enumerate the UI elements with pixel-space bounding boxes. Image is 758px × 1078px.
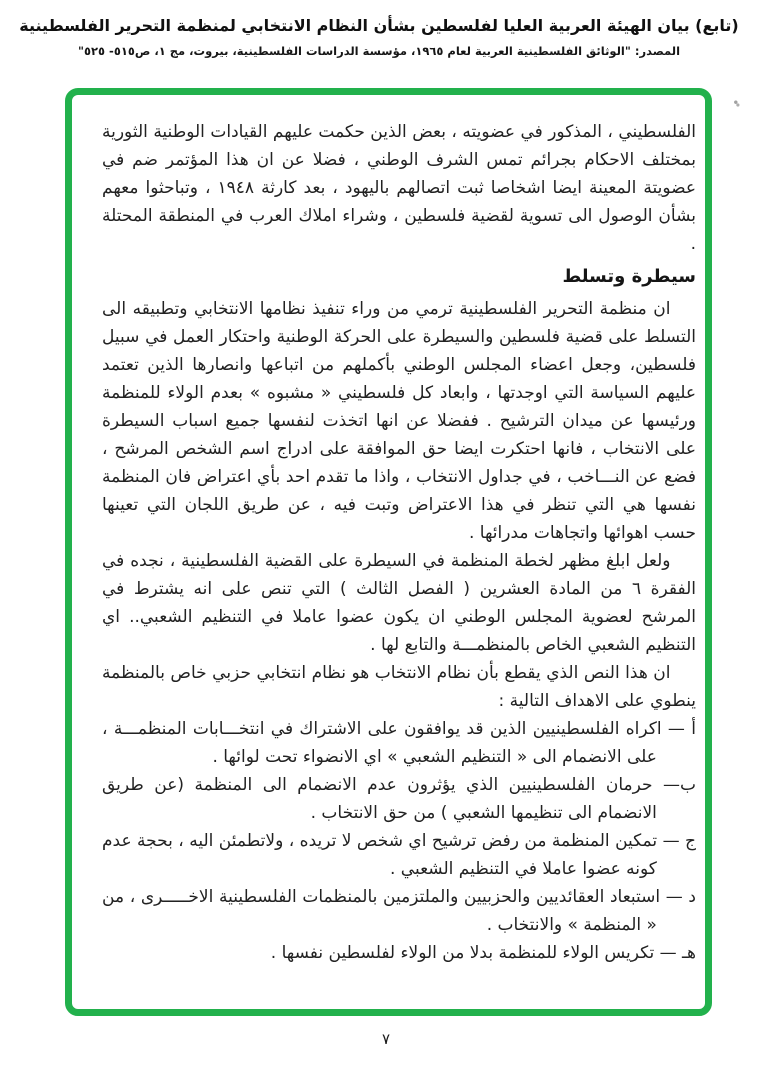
section-heading: سيطرة وتسلط: [562, 266, 696, 287]
paragraph: الفلسطيني ، المذكور في عضويته ، بعض الذين حكمت عليهم القيادات الوطنية الثورية بمختلف الاحكام بجرائم تمس الشرف الوطني ، فضلا عن ان هذا المؤتمر ضم في عضويتة المعينة ايضا اشخاصا ثبت اتصالهم باليهود ، بعد كارثة ١٩٤٨ ، وتباحثوا معهم بشأن الوصول الى تسوية لقضية فلسطين ، وشراء املاك العرب في المنطقة المحتلة .: [102, 122, 696, 254]
paragraph: ولعل ابلغ مظهر لخطة المنظمة في السيطرة على القضية الفلسطينية ، نجده في الفقرة ٦ من المادة العشرين ( الفصل الثالث ) التي تنص على انه يشترط في المرشح لعضوية المجلس الوطني ان يكون عضوا عاملا في التنظيم الشعبي.. اي التنظيم الشعبي الخاص بالمنظمـــة والتابع لها .: [102, 551, 696, 655]
list-item: ب— حرمان الفلسطينيين الذي يؤثرون عدم الانضمام الى المنظمة (عن طريق الانضمام الى تنظيمها الشعبي ) من حق الانتخاب .: [102, 775, 696, 823]
scan-speck: [733, 99, 740, 107]
page-header: [0, 14, 758, 62]
page-header-source: المصدر: "الوثائق الفلسطينية العربية لعام ١٩٦٥، مؤسسة الدراسات الفلسطينية، بيروت، مج ١، ص٥١٥- ٥٢٥": [77, 44, 681, 58]
list-item: د — استبعاد العقائديين والحزبيين والملتزمين بالمنظمات الفلسطينية الاخـــــرى ، من « المنظمة » والانتخاب .: [102, 887, 696, 935]
page-header-title: (تابع) بيان الهيئة العربية العليا لفلسطين بشأن النظام الانتخابي لمنظمة التحرير الفلسطينية: [19, 16, 739, 35]
page-number: ٧: [381, 1030, 391, 1048]
paragraph: ان منظمة التحرير الفلسطينية ترمي من وراء تنفيذ نظامها الانتخابي وتطبيقه الى التسلط على قضية فلسطين والسيطرة على الحركة الوطنية واحتكار العمل في سبيل فلسطين، وجعل اعضاء المجلس الوطني بأكملهم من اتباعها وانصارها الذين تعتمد عليهم السياسة التي اوجدتها ، وابعاد كل فلسطيني « مشبوه » بعدم الولاء للمنظمة ورئيسها عن ميدان الترشيح . ففضلا عن انها اتخذت لنفسها جميع اسباب السيطرة على الانتخاب ، فانها احتكرت ايضا حق الموافقة على ادراج اسم الشخص المرشح ، فضع عن النـــاخب ، في جداول الانتخاب ، واذا ما تقدم احد بأي اعتراض فان المنظمة نفسها هي التي تنظر في هذا الاعتراض وتبت فيه ، عن طريق اللجان التي تعينها حسب اهوائها واتجاهات مدرائها .: [102, 299, 696, 543]
paragraph: ان هذا النص الذي يقطع بأن نظام الانتخاب هو نظام انتخابي حزبي خاص بالمنظمة ينطوي على الاهداف التالية :: [102, 663, 696, 711]
list-item: هـ — تكريس الولاء للمنظمة بدلا من الولاء لفلسطين نفسها .: [270, 943, 696, 963]
document-body: [102, 118, 696, 967]
list-item: ج — تمكين المنظمة من رفض ترشيح اي شخص لا تريده ، ولاتطمئن اليه ، بحجة عدم كونه عضوا عاملا في التنظيم الشعبي .: [102, 831, 696, 879]
list-item: أ — اكراه الفلسطينيين الذين قد يوافقون على الاشتراك في انتخـــابات المنظمـــة ، على الانضمام الى « التنظيم الشعبي » اي الانضواء تحت لوائها .: [102, 719, 696, 767]
